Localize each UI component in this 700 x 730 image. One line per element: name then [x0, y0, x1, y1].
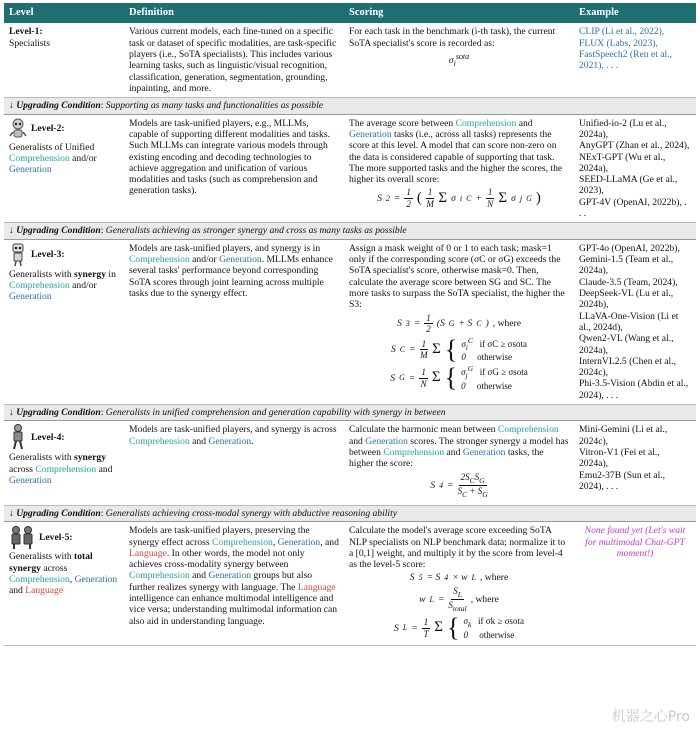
levels-table [4, 3, 696, 646]
upgrade-condition-1: ↓ Upgrading Condition: Supporting as many tasks and functionalities as possible [4, 98, 696, 114]
header-example: Example [574, 3, 696, 23]
level-4-scoring: Calculate the harmonic mean between Comprehension and Generation scores. The stronger synergy a model has between Comprehension and Generation tasks, the higher the score: S 4 = $\frac{2S_CS_G}{S_C + S_G}$ [344, 421, 574, 506]
level-1-row [4, 23, 696, 97]
level-4-formula: S 4 = $\frac{2S_CS_G}{S_C + S_G}$ [430, 471, 488, 500]
level-3-desc: Generalists with synergy in Comprehension and/or Generation [9, 268, 116, 303]
robot-icon [9, 118, 27, 140]
level-5-formula-s5: S 5 = S 4 × w L , where [409, 572, 509, 584]
level-2-scoring: The average score between Comprehension and Generation tasks (i.e., across all tasks) represents the score at this level. A model that can score non-zero on the data is considered capable of supporting that task. The more supported tasks and the higher the scores, the higher its overall score: S 2 = $\frac{1}{2}$ ( $\frac{1}{M}$ Σ σ i C + $\frac{1}{N}$ Σ σ j G ) [344, 114, 574, 223]
level-5-formula-wl: w L = $\frac{S_L}{S_{total}}$ , where [419, 585, 499, 614]
level-1-cell [4, 23, 124, 97]
level-1-definition: Various current models, each fine-tuned on a specific task or dataset of specific modalities, are task-specific players (i.e., SoTA specialists). This includes various learning tasks, such as linguistic/visual recognition, classification, generation, segmentation, grounding, inpainting, and more. [124, 23, 344, 97]
level-1-formula: $\sigma_i^{sota}$ [448, 52, 470, 69]
upgrade-condition-3: ↓ Upgrading Condition: Generalists in unified comprehension and generation capability with synergy in between [4, 405, 696, 421]
level-3-cell [4, 239, 124, 404]
level-5-scoring: Calculate the model's average score exceeding SoTA NLP specialists on NLP benchmark data; normalize it to a [0,1] weight, and multiply it by the score from level-4 as the level-5 score: S 5 = S 4 × w L , where w L = $\frac{S_L}{S_{total}}$ , where S L = $\frac{1}{T}$ Σ { $\sigma_k$ if σk ≥ σsota 0 otherwise [344, 522, 574, 646]
down-arrow-icon: ↓ [9, 225, 14, 237]
level-4-desc: Generalists with synergy across Comprehension and Generation [9, 452, 113, 486]
level-2-desc: Generalists of Unified Comprehension and/or Generation [9, 141, 97, 176]
header-level: Level [4, 3, 124, 23]
down-arrow-icon: ↓ [9, 507, 14, 519]
level-2-formula: S 2 = $\frac{1}{2}$ ( $\frac{1}{M}$ Σ σ i C + $\frac{1}{N}$ Σ σ j G ) [377, 187, 541, 210]
level-5-desc: Generalists with total synergy across Comprehension, Generation and Language [9, 551, 118, 597]
level-3-scoring: Assign a mask weight of 0 or 1 to each task; mask=1 only if the corresponding score (σC or σG) exceeds the SoTA specialist's score, otherwise mask=0. Then, calculate the average score between SG and SC. The more tasks to surpass the SoTA specialist, the higher the S3: S 3 = $\frac{1}{2}$ (S G + S C ) , where S C = $\frac{1}{M}$ Σ { $\sigma_i^C$ if σC ≥ σsota 0 otherwise S G = $\frac{1}{N}$ Σ { $\sigma_j^G$ if σG ≥ σsota 0 otherwise [344, 239, 574, 404]
level-1-desc: Specialists [9, 37, 51, 49]
robot-icon [9, 424, 27, 450]
level-3-title: Level-3: [31, 249, 65, 261]
level-3-row [4, 239, 696, 404]
level-3-formula-sg: S G = $\frac{1}{N}$ Σ { $\sigma_j^G$ if σG ≥ σsota 0 otherwise [390, 363, 528, 393]
level-1-scoring-text: For each task in the benchmark (i-th task), the current SoTA specialist's score is recorded as: [349, 26, 556, 49]
header-row [4, 3, 696, 23]
level-3-example: GPT-4o (OpenAI, 2022b), Gemini-1.5 (Team et al., 2024a), Claude-3.5 (Team, 2024), DeepSeek-VL (Lu et al., 2024b), LLaVA-One-Vision (Li et al., 2024d), Qwen2-VL (Wang et al., 2024a), InternVL2.5 (Chen et al., 2024c), Phi-3.5-Vision (Abdin et al., 2024), . . . [574, 239, 696, 404]
condition-label: Upgrading Condition [16, 100, 101, 112]
level-5-cell [4, 522, 124, 646]
level-5-title: Level-5: [39, 531, 73, 543]
condition-text: Supporting as many tasks and functionalities as possible [105, 100, 323, 112]
level-4-title: Level-4: [31, 431, 65, 443]
none-found-note: None found yet (Let's wait for multimodal Chat-GPT moment!) [584, 525, 686, 559]
level-3-definition: Models are task-unified players, and synergy is in Comprehension and/or Generation. MLLMs enhance several tasks' performance beyond corresponding SoTA scores through joint learning across multiple tasks due to the synergy effect. [124, 239, 344, 404]
level-3-formula-sc: S C = $\frac{1}{M}$ Σ { $\sigma_i^C$ if σC ≥ σsota 0 otherwise [390, 334, 528, 364]
level-2-cell [4, 114, 124, 223]
level-2-definition: Models are task-unified players, e.g., MLLMs, capable of supporting different modalities and tasks. Such MLLMs can integrate various models through existing encoding and decoding technologies to achieve aggregation and unification of various modalities and tasks (such as comprehension and generation tasks). [124, 114, 344, 223]
robot-icon [9, 243, 27, 267]
level-3-formula-s3: S 3 = $\frac{1}{2}$ (S G + S C ) , where [396, 312, 521, 335]
down-arrow-icon: ↓ [9, 100, 14, 112]
level-2-row [4, 114, 696, 223]
down-arrow-icon: ↓ [9, 407, 14, 419]
watermark: 机器之心Pro [611, 709, 690, 726]
level-4-cell [4, 421, 124, 506]
level-4-row [4, 421, 696, 506]
level-1-title: Level-1: [9, 26, 43, 38]
header-scoring: Scoring [344, 3, 574, 23]
header-definition: Definition [124, 3, 344, 23]
level-1-scoring [344, 23, 574, 97]
level-5-definition: Models are task-unified players, preserving the synergy effect across Comprehension, Generation, and Language. In other words, the model not only achieves cross-modality synergy between Comprehension and Generation groups but also further realizes synergy with language. The Language intelligence can enhance multimodal intelligence and vice versa; understanding multimodal information can also aid in understanding language. [124, 522, 344, 646]
level-1-example [574, 23, 696, 97]
upgrade-condition-2: ↓ Upgrading Condition: Generalists achieving as stronger synergy and cross as many tasks as possible [4, 223, 696, 239]
level-2-title: Level-2: [31, 122, 65, 134]
level-4-definition: Models are task-unified players, and synergy is across Comprehension and Generation. [124, 421, 344, 506]
robot-icon [9, 525, 35, 549]
level-5-formula-sl: S L = $\frac{1}{T}$ Σ { $\sigma_k$ if σk ≥ σsota 0 otherwise [394, 613, 524, 643]
upgrade-condition-4: ↓ Upgrading Condition: Generalists achieving cross-modal synergy with abductive reasoning ability [4, 505, 696, 521]
level-1-example-text: CLIP (Li et al., 2022), FLUX (Labs, 2023), FastSpeech2 (Ren et al., 2021), . . . [579, 26, 672, 72]
level-5-row [4, 522, 696, 646]
level-2-example: Unified-io-2 (Lu et al., 2024a), AnyGPT (Zhan et al., 2024), NExT-GPT (Wu et al., 2024a), SEED-LLaMA (Ge et al., 2023), GPT-4V (OpenAI, 2022b), . . . [574, 114, 696, 223]
level-5-example [574, 522, 696, 646]
level-4-example: Mini-Gemini (Li et al., 2024c), Vitron-V1 (Fei et al., 2024a), Emu2-37B (Sun et al., 2024), . . . [574, 421, 696, 506]
